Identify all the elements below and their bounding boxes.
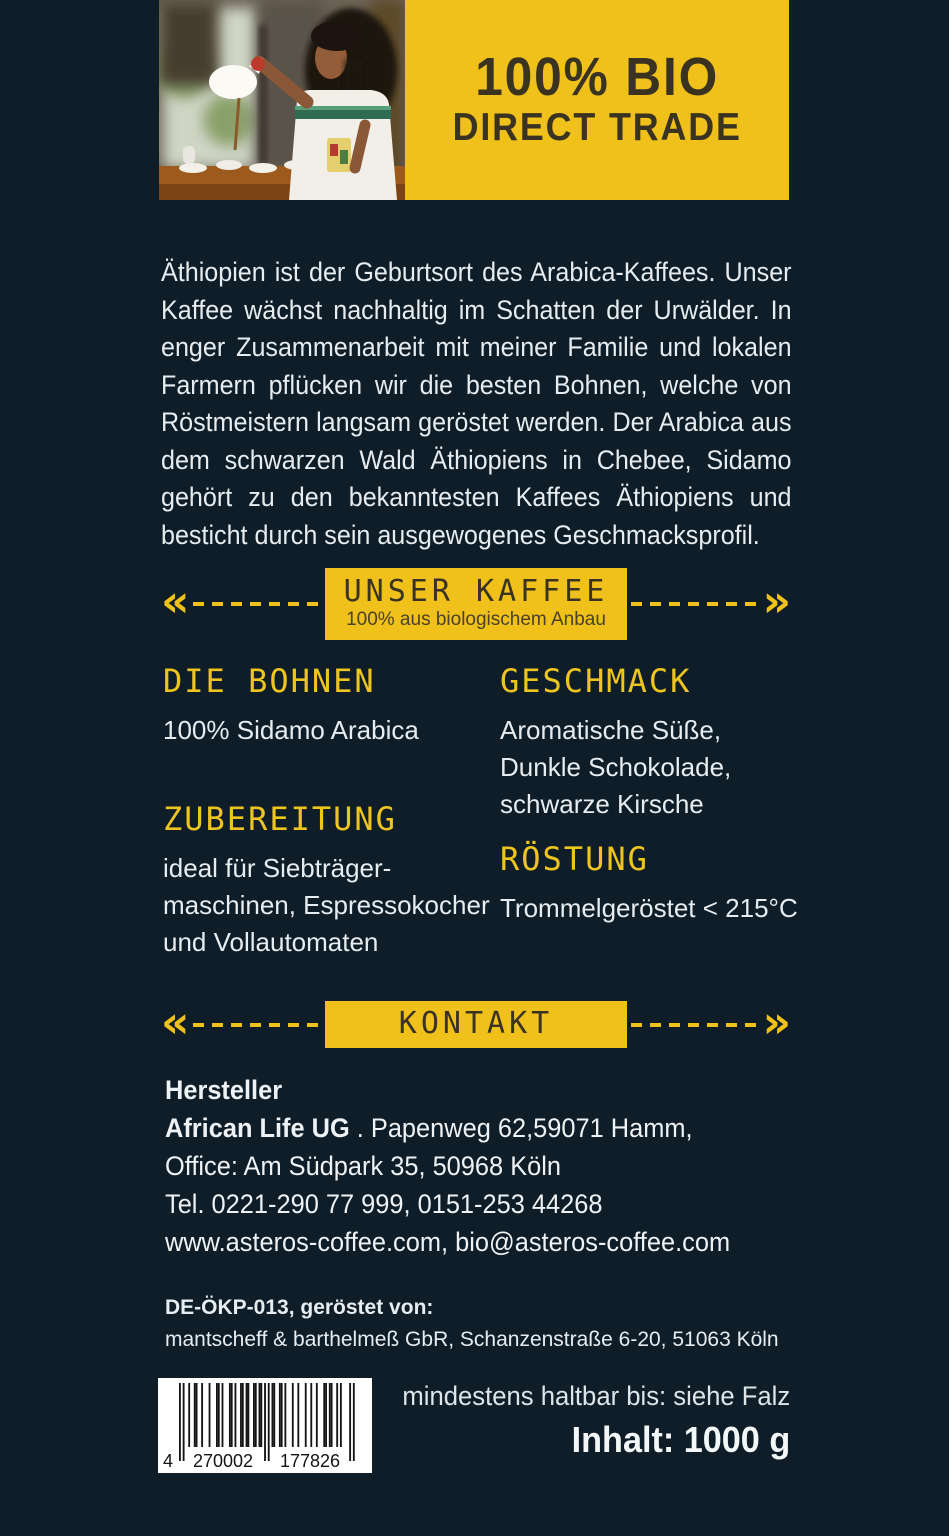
barcode-bar [183, 1383, 185, 1461]
barcode-bar [255, 1383, 257, 1447]
barcode-digits-right: 177826 [279, 1451, 341, 1471]
section-body: 100% Sidamo Arabica [163, 715, 419, 745]
barcode-bars [158, 1378, 372, 1473]
barcode-bar [229, 1383, 231, 1447]
text-line: und Vollautomaten [163, 927, 379, 957]
text-line: Dunkle Schokolade, [500, 752, 732, 782]
barcode-bar [196, 1383, 198, 1447]
barcode-bar [297, 1383, 299, 1447]
barcode-bar [188, 1383, 190, 1447]
barcode-bar [218, 1383, 220, 1447]
section-body [500, 712, 731, 823]
barcode-bar [268, 1383, 270, 1461]
barcode-bar [281, 1383, 283, 1447]
section-body: Trommelgeröstet < 215°C [500, 893, 798, 923]
bio-direct-trade-badge [405, 0, 789, 200]
barcode-bar [209, 1383, 211, 1447]
footer-right [402, 1381, 790, 1461]
banner-title: UNSER KAFFEE [343, 574, 609, 609]
text-line: ideal für Siebträger- [163, 853, 392, 883]
barcode-bar [240, 1383, 242, 1447]
unser-kaffee-box [325, 568, 627, 640]
barcode-bar [349, 1383, 351, 1461]
barcode-bar [331, 1383, 333, 1447]
web-and-email: www.asteros-coffee.com, bio@asteros-coffee.com [165, 1227, 731, 1257]
left-arrow-icon: « [161, 576, 190, 627]
barcode-bar [216, 1383, 218, 1447]
barcode-bar [231, 1383, 233, 1447]
header [159, 0, 789, 200]
barcode-bar [222, 1383, 224, 1447]
barcode-bar [235, 1383, 237, 1447]
barcode-bar [284, 1383, 286, 1447]
barcode-digits-left: 270002 [192, 1451, 254, 1471]
section-title: GESCHMACK [500, 662, 692, 700]
barcode-bar [260, 1383, 262, 1447]
barcode-bar [279, 1383, 281, 1447]
barcode-digit-first: 4 [163, 1451, 174, 1471]
office-address: Office: Am Südpark 35, 50968 Köln [165, 1151, 562, 1181]
barcode-bar [316, 1383, 318, 1447]
dashed-line [631, 602, 759, 606]
barcode-bar [325, 1383, 327, 1447]
dashed-line [193, 602, 321, 606]
barcode-bar [259, 1383, 261, 1447]
unser-kaffee-banner [161, 568, 791, 640]
barcode-bar [246, 1383, 248, 1447]
contact-address-line [165, 1109, 797, 1147]
photo-woman-pouring-coffee [159, 0, 405, 200]
right-arrow-icon: » [762, 996, 791, 1048]
barcode-bar [353, 1383, 355, 1461]
barcode-bar [194, 1383, 196, 1447]
barcode-bar [201, 1383, 203, 1447]
kontakt-banner [161, 996, 791, 1048]
barcode-bar [179, 1383, 181, 1461]
photo-illustration [159, 0, 405, 200]
barcode-bar [253, 1383, 255, 1447]
eco-certification [165, 1292, 825, 1356]
barcode-bar [336, 1383, 338, 1447]
barcode-bar [242, 1383, 244, 1447]
text-line: Aromatische Süße, [500, 715, 722, 745]
roaster-line: mantscheff & barthelmeß GbR, Schanzenstraße 6-20, 51063 Köln [165, 1328, 779, 1351]
best-before-text: mindestens haltbar bis: siehe Falz [402, 1381, 790, 1411]
ean-barcode [158, 1378, 372, 1473]
badge-line-100-bio: 100% BIO [475, 47, 719, 108]
barcode-bar [292, 1383, 294, 1447]
section-die-bohnen [163, 662, 419, 749]
banner-subtitle: 100% aus biologischem Anbau [346, 609, 606, 630]
section-title: ZUBEREITUNG [163, 800, 397, 838]
dashed-line [193, 1023, 321, 1027]
section-zubereitung [163, 800, 490, 961]
kontakt-box [325, 1001, 627, 1048]
dashed-line [631, 1023, 759, 1027]
barcode-bar [272, 1383, 274, 1447]
company-name: African Life UG [165, 1113, 350, 1143]
section-body [163, 850, 490, 961]
section-title: DIE BOHNEN [163, 662, 376, 700]
left-arrow-icon: « [161, 996, 190, 1048]
eco-code-line: DE-ÖKP-013, geröstet von: [165, 1296, 434, 1319]
barcode-bar [310, 1383, 312, 1447]
barcode-bar [273, 1383, 275, 1447]
badge-line-direct-trade: DIRECT TRADE [452, 105, 742, 149]
contact-block [165, 1071, 797, 1261]
phone-numbers: Tel. 0221-290 77 999, 0151-253 44268 [165, 1189, 603, 1219]
section-roestung [500, 840, 798, 927]
barcode-bar [247, 1383, 249, 1447]
net-content-text: Inhalt: 1000 g [571, 1419, 790, 1460]
intro-paragraph: Äthiopien ist der Geburtsort des Arabica-Kaffees. Unser Kaffee wächst nachhaltig im Schatten der Urwälder. In enger Zusammenarbeit mit meiner Familie und lokalen Farmern pflücken wir die besten Bohnen, welche von Röstmeistern langsam geröstet werden. Der Arabica aus dem schwarzen Wald Äthiopiens in Chebee, Sidamo gehört zu den bekanntesten Kaffees Äthiopiens und besticht durch sein ausgewogenes Geschmacksprofil. [161, 257, 792, 550]
section-geschmack [500, 662, 731, 823]
section-title: RÖSTUNG [500, 840, 649, 878]
banner-title: KONTAKT [398, 1006, 554, 1041]
barcode-bar [305, 1383, 307, 1447]
street-address: . Papenweg 62,59071 Hamm, [349, 1113, 693, 1143]
right-arrow-icon: » [762, 576, 791, 627]
barcode-bar [323, 1383, 325, 1447]
text-line: maschinen, Espressokocher [163, 890, 490, 920]
barcode-bar [329, 1383, 331, 1447]
barcode-bar [340, 1383, 342, 1447]
text-line: schwarze Kirsche [500, 789, 704, 819]
hersteller-label: Hersteller [165, 1075, 283, 1105]
barcode-bar [264, 1383, 266, 1461]
